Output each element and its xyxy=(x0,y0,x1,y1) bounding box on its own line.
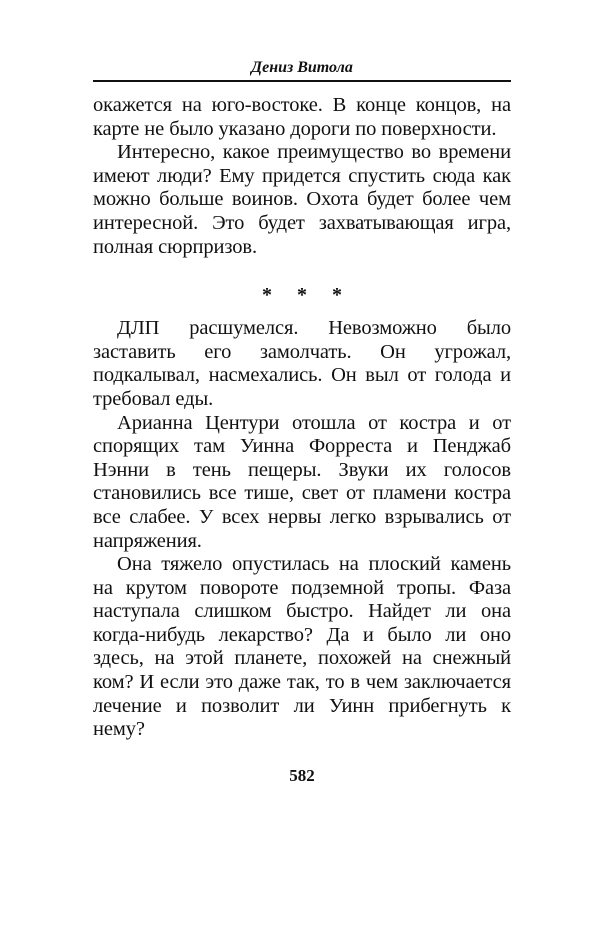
paragraph: Интересно, какое преимущество во времени имеют люди? Ему придется спустить сюда как можно больше воинов. Охота будет более чем интересной. Это будет захватывающая игра, полная сюрпризов. xyxy=(93,141,511,258)
running-header: Дениз Витола xyxy=(251,59,353,76)
header-rule xyxy=(93,80,511,82)
paragraph: ДЛП расшумелся. Невозможно было заставить его замолчать. Он угрожал, подкалывал, насмехались. Он выл от голода и требовал еды. xyxy=(93,317,511,410)
paragraph: Она тяжело опустилась на плоский камень на крутом повороте подземной тропы. Фаза наступала слишком быстро. Найдет ли она когда-нибудь лекарство? Да и было ли оно здесь, на этой планете, похожей на снежный ком? И если это даже так, то в чем заключается лечение и позволит ли Уинн прибегнуть к нему? xyxy=(93,553,511,741)
book-page xyxy=(93,58,511,786)
paragraph: Арианна Центури отошла от костра и от спорящих там Уинна Форреста и Пенджаб Нэнни в тень пещеры. Звуки их голосов становились все тише, свет от пламени костра все слабее. У всех нервы легко взрывались от напряжения. xyxy=(93,411,511,552)
paragraph-continuation: окажется на юго-востоке. В конце концов, на карте не было указано дороги по поверхности. xyxy=(93,94,511,140)
section-separator: * * * xyxy=(262,284,352,307)
page-number: 582 xyxy=(289,765,315,785)
